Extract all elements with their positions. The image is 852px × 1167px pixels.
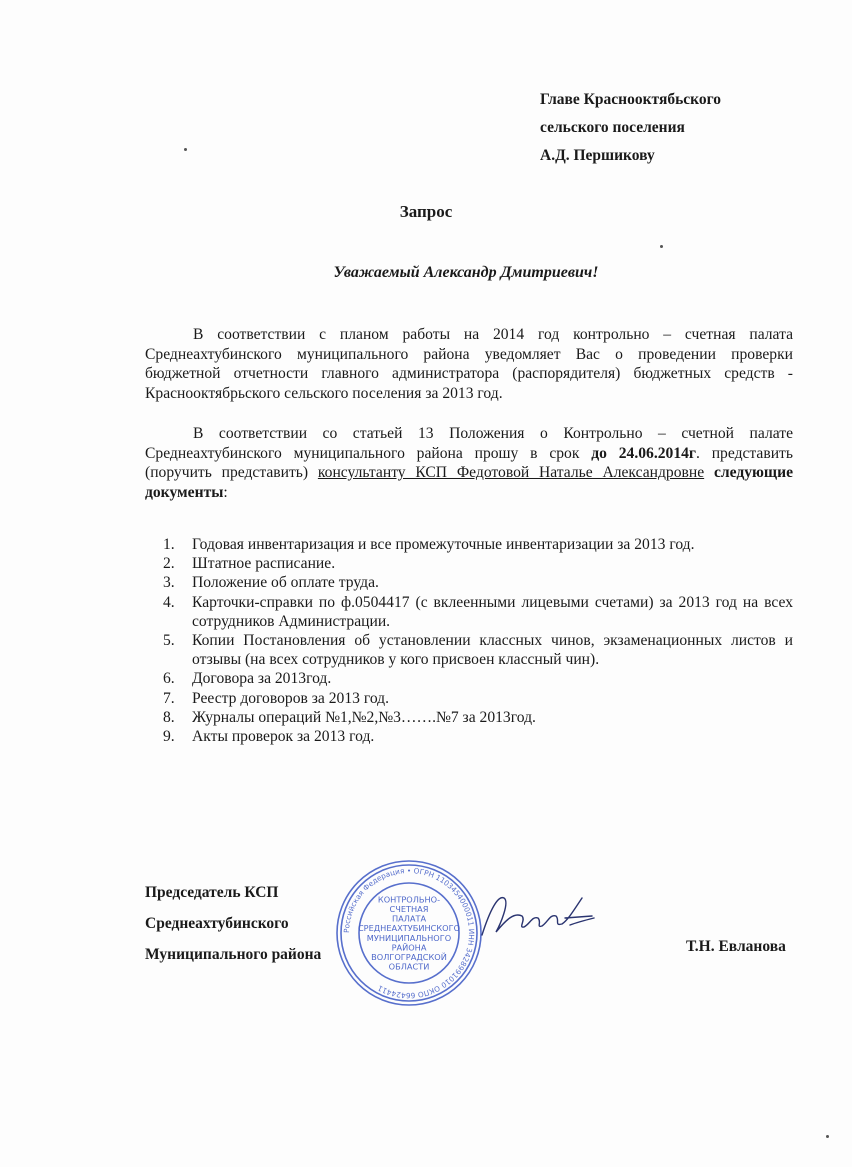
list-item-number: 8. [163, 708, 175, 726]
signatory-title: Среднеахтубинского [145, 915, 289, 932]
signatory-block [145, 877, 321, 970]
list-item [145, 535, 793, 554]
list-item-text: Журналы операций №1,№2,№3…….№7 за 2013год. [192, 708, 536, 726]
list-item [145, 631, 793, 669]
greeting: Уважаемый Александр Дмитриевич! [333, 264, 599, 281]
documents-list [145, 535, 793, 746]
document-title: Запрос [399, 202, 453, 221]
list-item-text: Штатное расписание. [192, 555, 336, 573]
addressee-line: сельского поселения [540, 119, 685, 136]
deadline: до 24.06.2014г [591, 444, 696, 462]
paragraph-request [145, 424, 793, 502]
list-item [145, 689, 793, 708]
addressee-block [540, 86, 721, 170]
list-item-text: Копии Постановления об установлении классных чинов, экзаменационных листов и отзывы (на всех сотрудников у кого присвоен классный чин). [192, 632, 793, 669]
scan-speck [184, 148, 187, 151]
consultant-name: консультанту КСП Федотовой Наталье Александровне [317, 464, 705, 481]
list-item-text: Карточки-справки по ф.0504417 (с вклеенными лицевыми счетами) за 2013 год на всех сотрудников Администрации. [192, 593, 793, 630]
list-item-text: Годовая инвентаризация и все промежуточные инвентаризации за 2013 год. [192, 536, 695, 553]
seal-text-line: СЧЕТНАЯ [389, 904, 429, 914]
signatory-name: Т.Н. Евланова [686, 938, 786, 955]
seal-text-line: РАЙОНА [391, 942, 427, 953]
seal-text-line: СРЕДНЕАХТУБИНСКОГО [357, 923, 461, 934]
list-item-text: Договора за 2013год. [192, 670, 332, 688]
colon: : [223, 483, 228, 501]
list-item [145, 593, 793, 631]
list-item-number: 9. [163, 728, 175, 746]
list-item [145, 669, 793, 688]
list-item-number: 2. [163, 555, 175, 573]
svg-text:Российская Федерация • ОГРН 11: Российская Федерация • ОГРН 1103454000011 ИНН 3428991010 ОКПО 66424411 [341, 865, 477, 1001]
scan-speck [826, 1135, 829, 1138]
list-item [145, 573, 793, 592]
list-item-text: Акты проверок за 2013 год. [192, 728, 375, 746]
seal-text-line: ПАЛАТА [391, 913, 427, 924]
list-item [145, 727, 793, 746]
seal-text-line: ВОЛГОГРАДСКОЙ [371, 952, 447, 962]
list-item-text: Реестр договоров за 2013 год. [192, 689, 390, 707]
scan-speck [660, 245, 663, 248]
list-item-number: 5. [163, 632, 175, 650]
seal-text-line: МУНИЦИПАЛЬНОГО [366, 932, 452, 943]
list-item-number: 7. [163, 689, 175, 707]
signatory-title: Председатель КСП [145, 884, 279, 901]
addressee-line: А.Д. Першикову [540, 147, 655, 164]
list-item-number: 1. [163, 536, 175, 553]
list-item-number: 3. [163, 574, 175, 592]
official-seal [334, 858, 484, 1008]
signatory-title: Муниципального района [145, 946, 322, 963]
request-text: . представить (поручить представить) [145, 444, 793, 481]
list-item [145, 554, 793, 573]
list-item [145, 708, 793, 727]
list-item-text: Положение об оплате труда. [192, 574, 379, 592]
list-item-number: 6. [163, 670, 175, 688]
handwritten-signature [470, 880, 600, 950]
seal-text-line: КОНТРОЛЬНО- [377, 894, 441, 905]
documents-label: следующие документы [145, 464, 793, 501]
paragraph-notice: В соответствии с планом работы на 2014 год контрольно – счетная палата Среднеахтубинского муниципального района уведомляет Вас о проведении проверки бюджетной отчетности главного администратора (распорядителя) бюджетных средств - Краснооктябрьского сельского поселения за 2013 год. [145, 326, 793, 402]
list-item-number: 4. [163, 593, 175, 611]
seal-text-line: ОБЛАСТИ [388, 961, 430, 972]
addressee-line: Главе Краснооктябьского [540, 91, 722, 108]
request-text: В соответствии со статьей 13 Положения о Контрольно – счетной палате Среднеахтубинского муниципального района прошу в срок [145, 425, 793, 462]
